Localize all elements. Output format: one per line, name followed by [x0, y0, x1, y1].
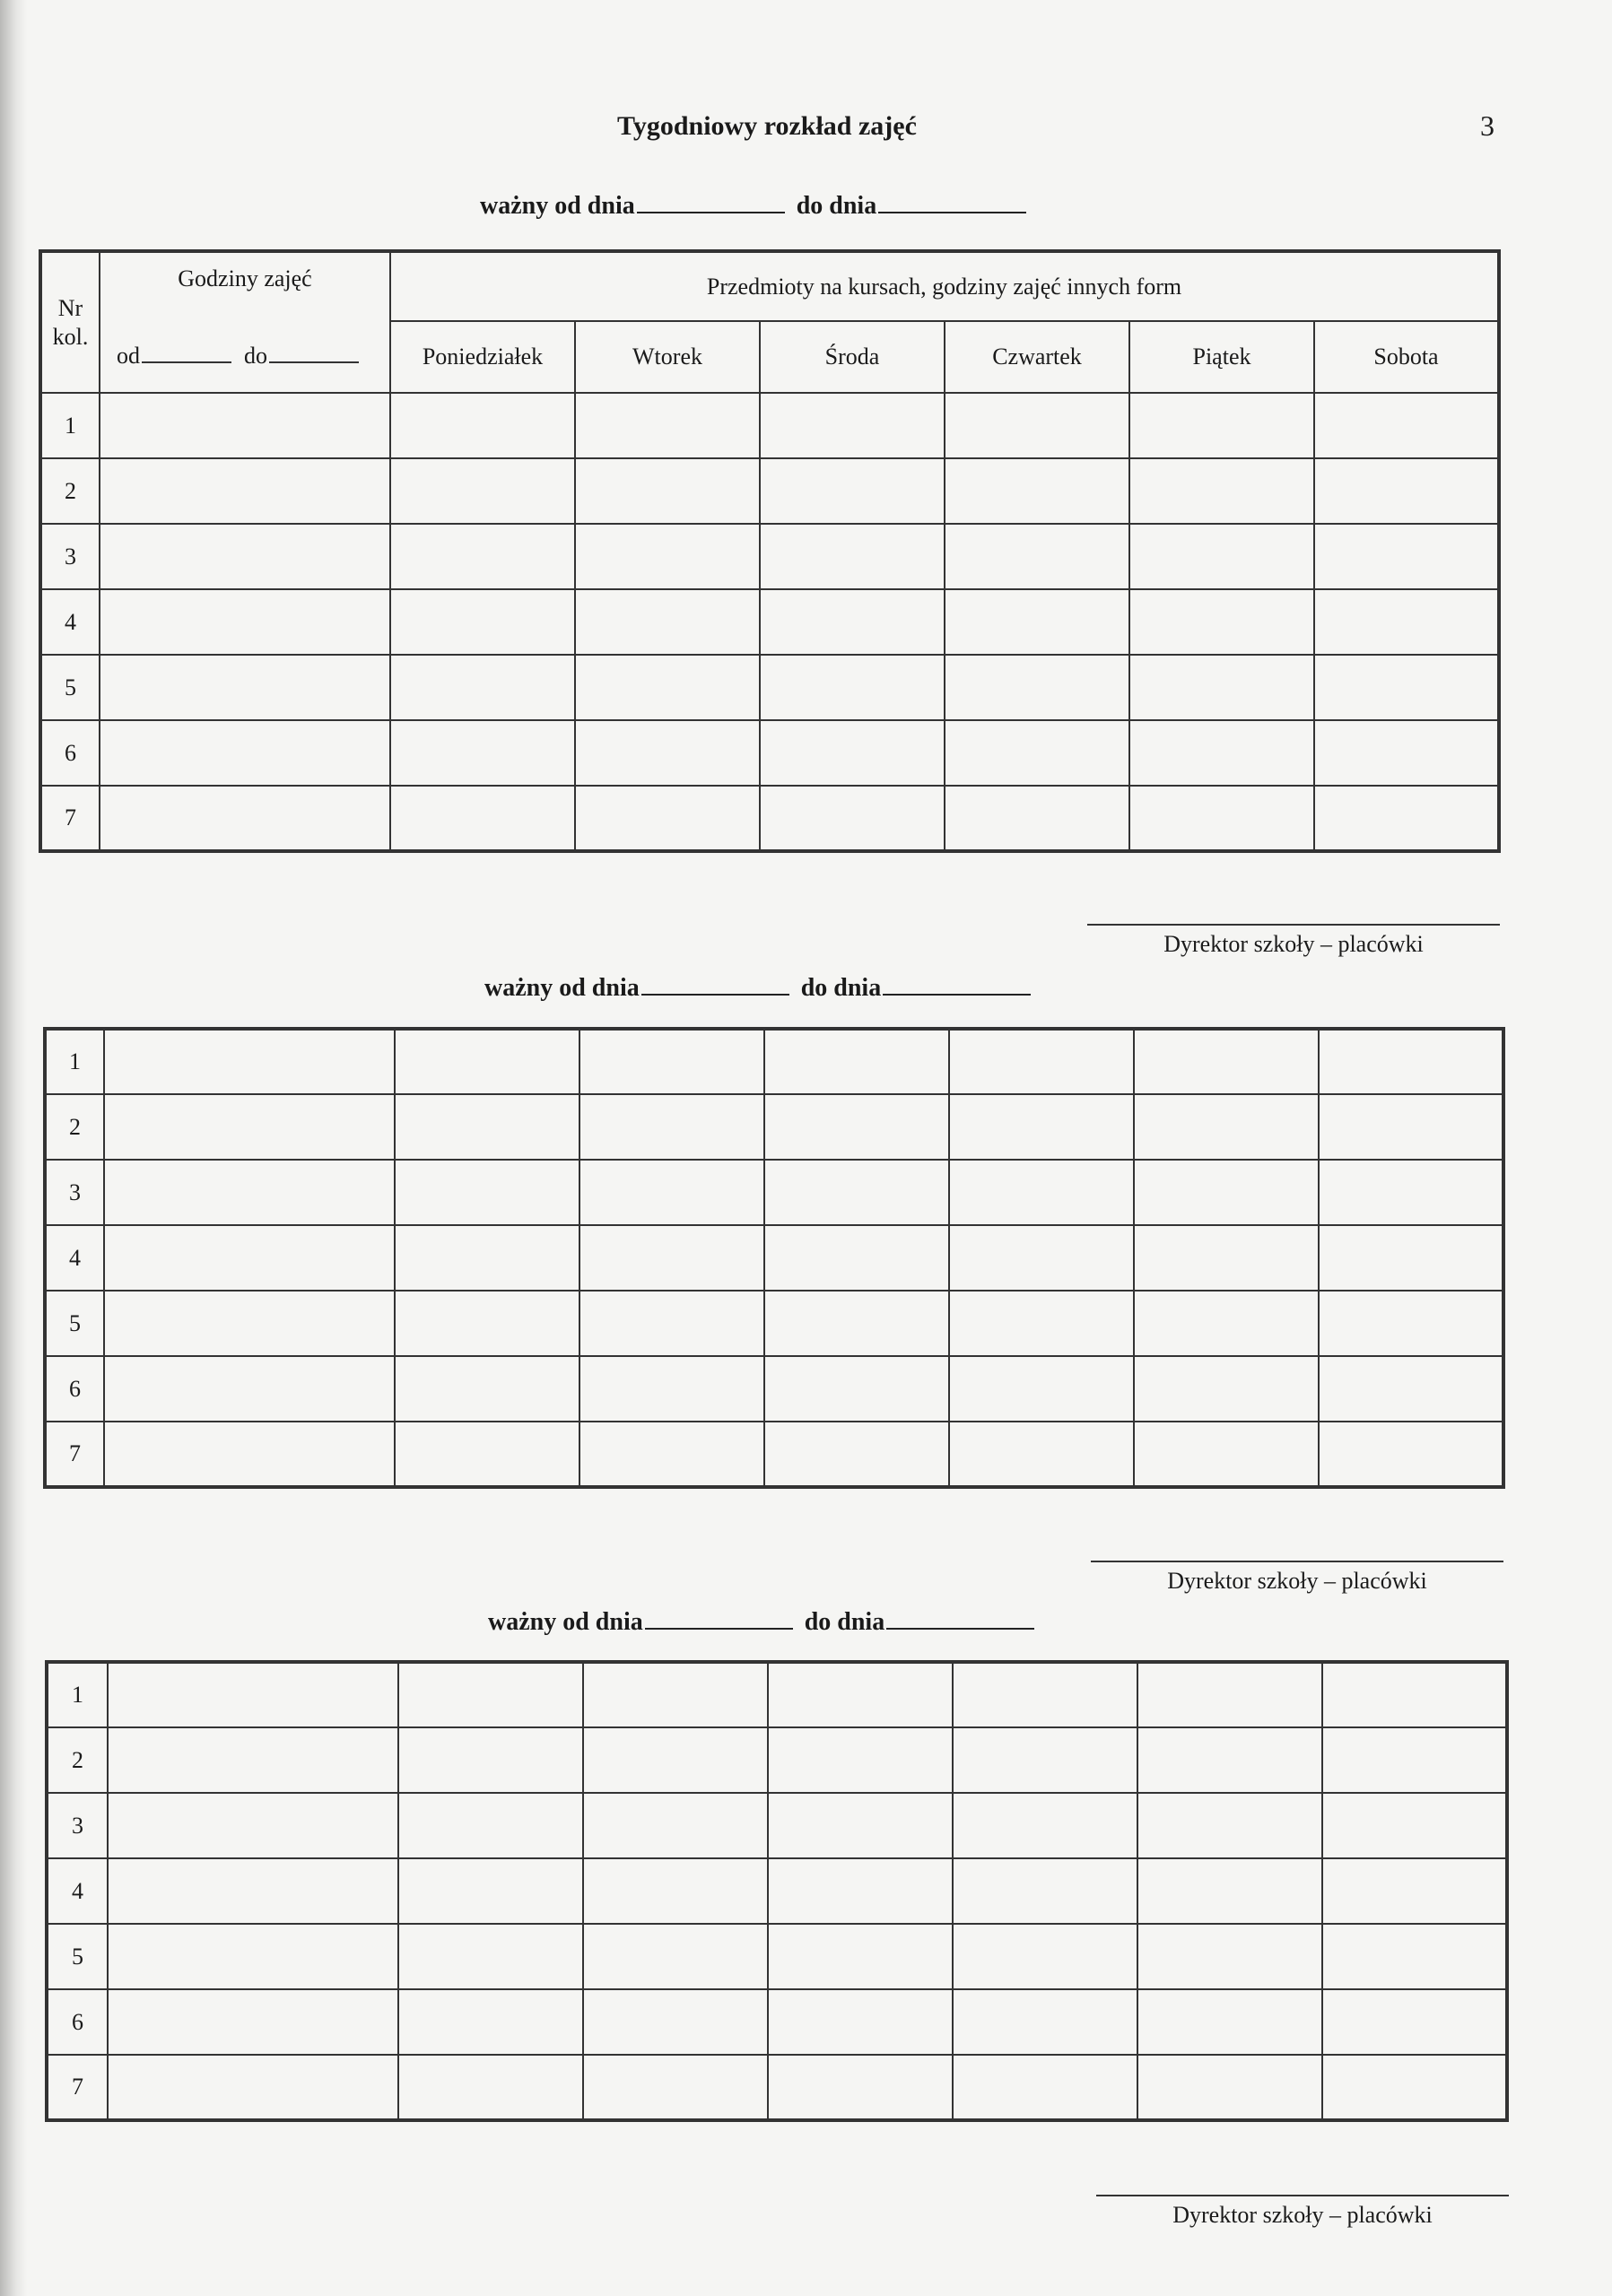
hours-to-label: do — [244, 343, 267, 369]
schedule-cell[interactable] — [949, 1356, 1134, 1422]
schedule-cell[interactable] — [1314, 458, 1499, 524]
hours-from-label: od — [117, 343, 140, 369]
schedule-cell[interactable] — [583, 1858, 768, 1924]
valid-from-field[interactable] — [637, 194, 785, 213]
hours-cell[interactable] — [104, 1225, 395, 1291]
hours-cell[interactable] — [108, 1793, 398, 1858]
schedule-cell[interactable] — [398, 1924, 583, 1989]
schedule-cell[interactable] — [575, 786, 760, 851]
schedule-cell[interactable] — [395, 1225, 579, 1291]
table-row — [40, 393, 1499, 458]
page-edge-shadow — [0, 0, 27, 2296]
day-header-saturday: Sobota — [1314, 321, 1499, 393]
valid-to-field[interactable] — [886, 1610, 1034, 1630]
schedule-cell[interactable] — [1322, 1858, 1507, 1924]
schedule-cell[interactable] — [579, 1422, 764, 1487]
hours-from-field[interactable] — [142, 345, 231, 363]
schedule-cell[interactable] — [949, 1160, 1134, 1225]
table-row — [47, 1793, 1507, 1858]
validity-line-2 — [484, 974, 1036, 1003]
schedule-cell[interactable] — [575, 458, 760, 524]
table-row — [40, 524, 1499, 589]
hours-to-field[interactable] — [269, 345, 359, 363]
hours-cell[interactable] — [104, 1356, 395, 1422]
page-number: 3 — [1480, 109, 1494, 142]
schedule-cell[interactable] — [398, 1662, 583, 1727]
schedule-cell[interactable] — [768, 2055, 953, 2120]
schedule-cell[interactable] — [398, 2055, 583, 2120]
schedule-cell[interactable] — [1314, 786, 1499, 851]
schedule-cell[interactable] — [764, 1029, 949, 1094]
row-number: 3 — [40, 524, 100, 589]
schedule-cell[interactable] — [398, 1989, 583, 2055]
table-row — [45, 1356, 1503, 1422]
row-number: 1 — [40, 393, 100, 458]
schedule-cell[interactable] — [1314, 589, 1499, 655]
schedule-cell[interactable] — [1137, 1793, 1322, 1858]
schedule-cell[interactable] — [953, 2055, 1137, 2120]
row-number: 6 — [45, 1356, 104, 1422]
valid-to-label: do dnia — [796, 192, 877, 220]
schedule-cell[interactable] — [583, 1989, 768, 2055]
schedule-cell[interactable] — [1134, 1160, 1319, 1225]
valid-from-label: ważny od dnia — [480, 192, 635, 220]
schedule-cell[interactable] — [1134, 1422, 1319, 1487]
schedule-cell[interactable] — [1134, 1094, 1319, 1160]
hours-cell[interactable] — [104, 1029, 395, 1094]
validity-line-1 — [480, 192, 1032, 221]
schedule-cell[interactable] — [583, 1727, 768, 1793]
schedule-cell[interactable] — [1319, 1029, 1503, 1094]
schedule-cell[interactable] — [768, 1989, 953, 2055]
hours-cell[interactable] — [108, 2055, 398, 2120]
schedule-cell[interactable] — [949, 1094, 1134, 1160]
hours-cell[interactable] — [108, 1662, 398, 1727]
schedule-cell[interactable] — [390, 524, 575, 589]
hours-cell[interactable] — [104, 1422, 395, 1487]
schedule-cell[interactable] — [1129, 589, 1314, 655]
schedule-cell[interactable] — [953, 1793, 1137, 1858]
schedule-cell[interactable] — [390, 786, 575, 851]
schedule-cell[interactable] — [390, 720, 575, 786]
hours-cell[interactable] — [104, 1291, 395, 1356]
schedule-cell[interactable] — [579, 1291, 764, 1356]
hours-cell[interactable] — [100, 393, 390, 458]
hours-cell[interactable] — [100, 655, 390, 720]
hours-cell[interactable] — [108, 1989, 398, 2055]
schedule-cell[interactable] — [1134, 1225, 1319, 1291]
schedule-cell[interactable] — [390, 393, 575, 458]
schedule-cell[interactable] — [1314, 655, 1499, 720]
schedule-cell[interactable] — [1322, 2055, 1507, 2120]
schedule-cell[interactable] — [760, 786, 945, 851]
row-number: 3 — [47, 1793, 108, 1858]
schedule-cell[interactable] — [390, 589, 575, 655]
schedule-table-2 — [43, 1027, 1505, 1489]
schedule-cell[interactable] — [1129, 458, 1314, 524]
table-row — [47, 1858, 1507, 1924]
schedule-cell[interactable] — [1137, 1924, 1322, 1989]
table-row — [47, 1989, 1507, 2055]
schedule-cell[interactable] — [575, 393, 760, 458]
schedule-cell[interactable] — [953, 1924, 1137, 1989]
schedule-cell[interactable] — [768, 1858, 953, 1924]
schedule-cell[interactable] — [1137, 2055, 1322, 2120]
valid-to-field[interactable] — [878, 194, 1026, 213]
schedule-cell[interactable] — [575, 524, 760, 589]
schedule-cell[interactable] — [1319, 1356, 1503, 1422]
schedule-cell[interactable] — [583, 1793, 768, 1858]
table-row — [47, 1662, 1507, 1727]
row-number: 1 — [45, 1029, 104, 1094]
schedule-cell[interactable] — [395, 1356, 579, 1422]
hours-range — [117, 343, 371, 370]
schedule-cell[interactable] — [945, 786, 1129, 851]
subjects-header: Przedmioty na kursach, godziny zajęć innych form — [390, 251, 1499, 321]
schedule-cell[interactable] — [1129, 524, 1314, 589]
director-signature-3: Dyrektor szkoły – placówki — [1096, 2195, 1509, 2229]
valid-from-field[interactable] — [645, 1610, 793, 1630]
schedule-cell[interactable] — [1137, 1989, 1322, 2055]
valid-from-field[interactable] — [641, 976, 789, 996]
schedule-cell[interactable] — [949, 1225, 1134, 1291]
director-signature-1: Dyrektor szkoły – placówki — [1087, 924, 1500, 958]
schedule-cell[interactable] — [945, 655, 1129, 720]
table-row — [40, 655, 1499, 720]
schedule-cell[interactable] — [953, 1858, 1137, 1924]
schedule-cell[interactable] — [760, 524, 945, 589]
hours-cell[interactable] — [100, 786, 390, 851]
schedule-cell[interactable] — [768, 1662, 953, 1727]
schedule-cell[interactable] — [1322, 1793, 1507, 1858]
schedule-cell[interactable] — [945, 589, 1129, 655]
schedule-table-1 — [39, 249, 1501, 853]
row-number: 7 — [40, 786, 100, 851]
schedule-cell[interactable] — [579, 1029, 764, 1094]
schedule-cell[interactable] — [583, 1924, 768, 1989]
hours-header — [100, 251, 390, 393]
page-title: Tygodniowy rozkład zajęć — [617, 111, 917, 141]
table-row — [47, 2055, 1507, 2120]
schedule-table-3 — [45, 1660, 1509, 2122]
schedule-cell[interactable] — [575, 720, 760, 786]
schedule-cell[interactable] — [949, 1422, 1134, 1487]
schedule-cell[interactable] — [1137, 1727, 1322, 1793]
schedule-cell[interactable] — [764, 1225, 949, 1291]
schedule-cell[interactable] — [760, 589, 945, 655]
row-number: 5 — [47, 1924, 108, 1989]
schedule-cell[interactable] — [1134, 1029, 1319, 1094]
schedule-cell[interactable] — [945, 458, 1129, 524]
table-row — [47, 1924, 1507, 1989]
director-signature-2: Dyrektor szkoły – placówki — [1091, 1561, 1503, 1595]
schedule-cell[interactable] — [768, 1793, 953, 1858]
hours-cell[interactable] — [108, 1924, 398, 1989]
schedule-cell[interactable] — [1129, 655, 1314, 720]
schedule-cell[interactable] — [579, 1094, 764, 1160]
schedule-cell[interactable] — [953, 1989, 1137, 2055]
schedule-cell[interactable] — [949, 1291, 1134, 1356]
schedule-cell[interactable] — [575, 655, 760, 720]
row-number: 7 — [47, 2055, 108, 2120]
schedule-cell[interactable] — [764, 1291, 949, 1356]
schedule-cell[interactable] — [1322, 1662, 1507, 1727]
schedule-cell[interactable] — [395, 1422, 579, 1487]
row-number: 5 — [40, 655, 100, 720]
schedule-cell[interactable] — [764, 1356, 949, 1422]
table-row — [40, 720, 1499, 786]
valid-to-label: do dnia — [800, 974, 882, 1002]
schedule-cell[interactable] — [1129, 786, 1314, 851]
table-row — [40, 458, 1499, 524]
day-header-tuesday: Wtorek — [575, 321, 760, 393]
nr-col-header: Nr kol. — [40, 251, 100, 393]
row-number: 2 — [40, 458, 100, 524]
row-number: 4 — [47, 1858, 108, 1924]
hours-cell[interactable] — [104, 1094, 395, 1160]
schedule-cell[interactable] — [953, 1662, 1137, 1727]
row-number: 1 — [47, 1662, 108, 1727]
schedule-cell[interactable] — [764, 1160, 949, 1225]
day-header-friday: Piątek — [1129, 321, 1314, 393]
schedule-cell[interactable] — [1319, 1422, 1503, 1487]
table-row — [45, 1422, 1503, 1487]
row-number: 5 — [45, 1291, 104, 1356]
day-header-monday: Poniedziałek — [390, 321, 575, 393]
hours-cell[interactable] — [108, 1727, 398, 1793]
schedule-cell[interactable] — [760, 458, 945, 524]
schedule-cell[interactable] — [398, 1858, 583, 1924]
schedule-cell[interactable] — [398, 1727, 583, 1793]
schedule-cell[interactable] — [579, 1356, 764, 1422]
hours-cell[interactable] — [100, 524, 390, 589]
schedule-cell[interactable] — [1137, 1858, 1322, 1924]
table-row — [45, 1225, 1503, 1291]
schedule-cell[interactable] — [579, 1225, 764, 1291]
schedule-cell[interactable] — [945, 393, 1129, 458]
day-header-wednesday: Środa — [760, 321, 945, 393]
schedule-cell[interactable] — [579, 1160, 764, 1225]
row-number: 3 — [45, 1160, 104, 1225]
hours-label: Godziny zajęć — [178, 265, 312, 291]
schedule-cell[interactable] — [1322, 1924, 1507, 1989]
schedule-cell[interactable] — [949, 1029, 1134, 1094]
schedule-cell[interactable] — [390, 655, 575, 720]
schedule-cell[interactable] — [1322, 1727, 1507, 1793]
hours-cell[interactable] — [100, 589, 390, 655]
valid-to-label: do dnia — [804, 1608, 885, 1636]
row-number: 6 — [40, 720, 100, 786]
validity-line-3 — [488, 1608, 1040, 1637]
schedule-cell[interactable] — [760, 655, 945, 720]
table-row — [45, 1029, 1503, 1094]
schedule-cell[interactable] — [1322, 1989, 1507, 2055]
table-row — [45, 1160, 1503, 1225]
schedule-cell[interactable] — [945, 720, 1129, 786]
schedule-cell[interactable] — [1134, 1291, 1319, 1356]
schedule-cell[interactable] — [390, 458, 575, 524]
schedule-cell[interactable] — [395, 1094, 579, 1160]
row-number: 2 — [45, 1094, 104, 1160]
row-number: 6 — [47, 1989, 108, 2055]
schedule-cell[interactable] — [945, 524, 1129, 589]
schedule-cell[interactable] — [760, 393, 945, 458]
valid-from-label: ważny od dnia — [488, 1608, 643, 1636]
schedule-cell[interactable] — [1319, 1225, 1503, 1291]
schedule-cell[interactable] — [1129, 720, 1314, 786]
table-row — [45, 1291, 1503, 1356]
schedule-cell[interactable] — [575, 589, 760, 655]
schedule-cell[interactable] — [1314, 393, 1499, 458]
day-header-thursday: Czwartek — [945, 321, 1129, 393]
schedule-cell[interactable] — [1319, 1160, 1503, 1225]
table-row — [40, 786, 1499, 851]
row-number: 4 — [40, 589, 100, 655]
schedule-cell[interactable] — [768, 1727, 953, 1793]
schedule-cell[interactable] — [583, 1662, 768, 1727]
schedule-cell[interactable] — [1314, 720, 1499, 786]
schedule-cell[interactable] — [1319, 1094, 1503, 1160]
row-number: 7 — [45, 1422, 104, 1487]
valid-to-field[interactable] — [883, 976, 1031, 996]
schedule-cell[interactable] — [1314, 524, 1499, 589]
schedule-cell[interactable] — [764, 1094, 949, 1160]
schedule-cell[interactable] — [764, 1422, 949, 1487]
hours-cell[interactable] — [104, 1160, 395, 1225]
schedule-cell[interactable] — [1319, 1291, 1503, 1356]
table-row — [40, 589, 1499, 655]
row-number: 2 — [47, 1727, 108, 1793]
schedule-cell[interactable] — [395, 1291, 579, 1356]
row-number: 4 — [45, 1225, 104, 1291]
schedule-cell[interactable] — [768, 1924, 953, 1989]
schedule-cell[interactable] — [1129, 393, 1314, 458]
schedule-cell[interactable] — [583, 2055, 768, 2120]
schedule-cell[interactable] — [1137, 1662, 1322, 1727]
schedule-cell[interactable] — [953, 1727, 1137, 1793]
hours-cell[interactable] — [100, 458, 390, 524]
valid-from-label: ważny od dnia — [484, 974, 640, 1002]
schedule-cell[interactable] — [395, 1029, 579, 1094]
table-row — [45, 1094, 1503, 1160]
schedule-cell[interactable] — [395, 1160, 579, 1225]
schedule-cell[interactable] — [760, 720, 945, 786]
schedule-cell[interactable] — [398, 1793, 583, 1858]
hours-cell[interactable] — [100, 720, 390, 786]
schedule-cell[interactable] — [1134, 1356, 1319, 1422]
hours-cell[interactable] — [108, 1858, 398, 1924]
table-row — [47, 1727, 1507, 1793]
